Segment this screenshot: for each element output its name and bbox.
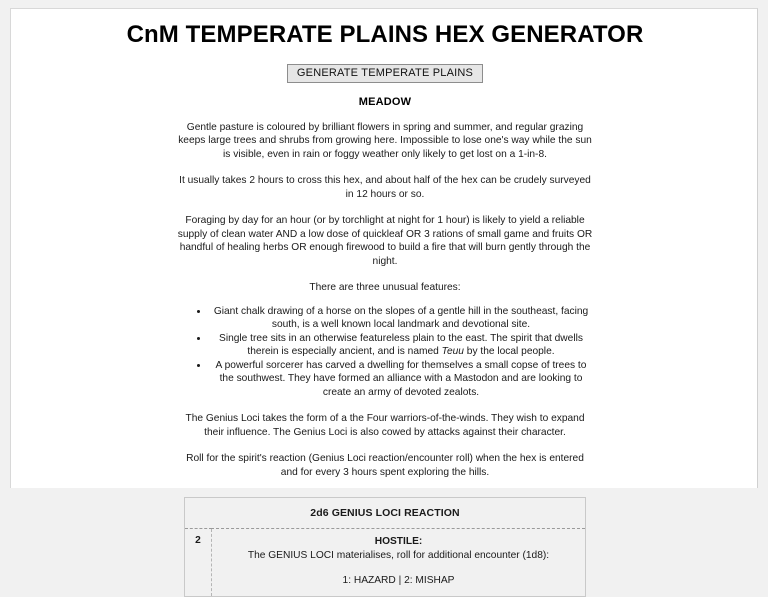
features-intro-paragraph: There are three unusual features: (309, 282, 461, 294)
feature-text-pre: Giant chalk drawing of a horse on the slopes of a gentle hill in the southeast, facing south, is a well known local landmark and devotional site. (213, 305, 589, 331)
document-body (11, 21, 759, 597)
foraging-paragraph: Foraging by day for an hour (or by torchlight at night for 1 hour) is likely to yield a reliable supply of clean water AND a low dose of quickleaf OR 3 rations of small game and fruits OR handful of healing herbs OR enough firewood to build a fire that will burn gently through the night. (177, 215, 593, 267)
travel-time-paragraph: It usually takes 2 hours to cross this hex, and about half of the hex can be crudely surveyed in 12 hours or so. (179, 175, 591, 200)
description-paragraph: Gentle pasture is coloured by brilliant flowers in spring and summer, and regular grazing keeps large trees and shrubs from growing here. Impossible to lose one's way while the sun is visible, even in rain or foggy weather only likely to get lost on a 1-in-8. (178, 121, 592, 160)
reaction-roll-paragraph: Roll for the spirit's reaction (Genius Loci reaction/encounter roll) when the hex is entered and for every 3 hours spent exploring the hills. (186, 453, 584, 478)
hex-description-section (177, 121, 593, 480)
list-item (209, 305, 593, 332)
feature-text-pre: A powerful sorcerer has carved a dwelling for themselves a small copse of trees to the southwest. They have formed an alliance with a Mastodon and are looking to create an army of devoted zealots. (215, 359, 587, 398)
generate-button-container (11, 63, 759, 83)
feature-text-post: by the local people. (463, 346, 555, 358)
genius-loci-paragraph: The Genius Loci takes the form of a the Four warriors-of-the-winds. They wish to expand their influence. The Genius Loci is also cowed by attacks against their character. (185, 413, 585, 438)
list-item (209, 359, 593, 400)
table-cell-roll: 2 (185, 529, 212, 597)
table-header-row (185, 498, 586, 529)
table-cell-result (212, 529, 586, 597)
feature-text-italic: Teuu (441, 346, 464, 358)
hex-name-heading: MEADOW (358, 95, 412, 108)
reaction-result-spacer (218, 563, 579, 574)
feature-text-pre: Single tree sits in an otherwise featureless plain to the east. The spirit that dwells therein is especially ancient, and is named (219, 332, 583, 358)
reaction-result-title: HOSTILE: (374, 536, 423, 548)
genius-loci-reaction-table (184, 497, 586, 597)
page-frame (10, 8, 758, 587)
table-row (185, 529, 586, 597)
table-header-title: 2d6 GENIUS LOCI REACTION (185, 498, 586, 529)
list-item (209, 332, 593, 359)
table-head (185, 498, 586, 529)
reaction-result-line-2: 1: HAZARD | 2: MISHAP (342, 575, 455, 587)
unusual-features-list (177, 305, 593, 400)
table-body (185, 529, 586, 597)
generate-temperate-plains-button[interactable]: GENERATE TEMPERATE PLAINS (287, 64, 483, 83)
page-title: CnM TEMPERATE PLAINS HEX GENERATOR (126, 21, 644, 48)
reaction-result-line-1: The GENIUS LOCI materialises, roll for additional encounter (1d8): (247, 550, 550, 562)
reaction-table-container (184, 497, 586, 597)
